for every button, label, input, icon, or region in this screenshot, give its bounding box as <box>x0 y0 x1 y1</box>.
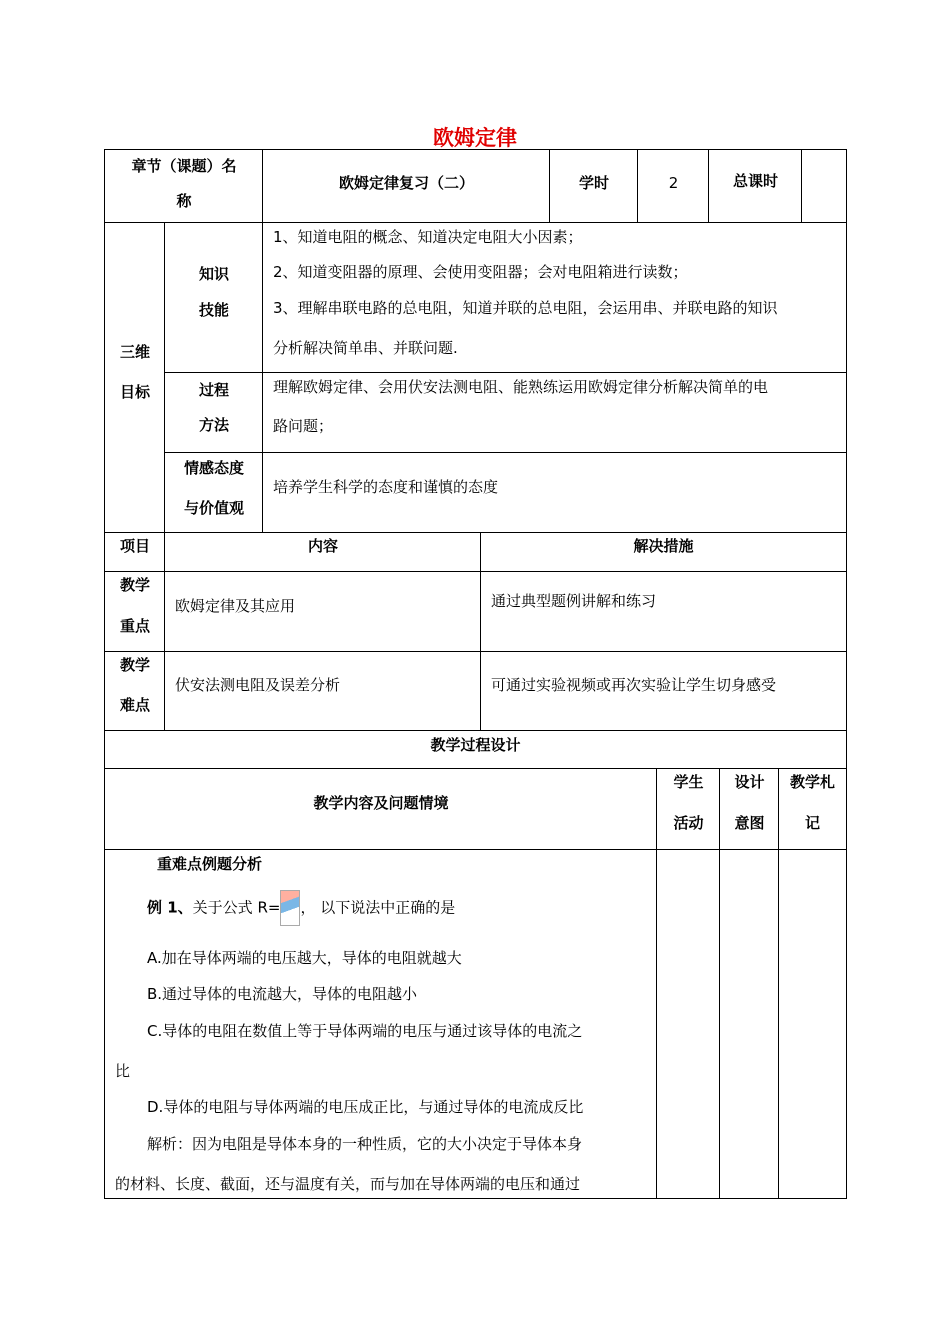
student-body-cell <box>657 850 720 1198</box>
option-c: C.导体的电阻在数值上等于导体两端的电压与通过该导体的电流之 <box>147 1022 583 1040</box>
knowledge-label-2: 技能 <box>198 301 229 319</box>
focus-content: 欧姆定律及其应用 <box>175 597 296 615</box>
option-c-2: 比 <box>115 1062 131 1080</box>
hours-label: 学时 <box>578 174 609 192</box>
difficulty-content: 伏安法测电阻及误差分析 <box>175 676 341 694</box>
knowledge-label-cell <box>165 223 263 373</box>
example-label: 例 1、 <box>147 898 193 917</box>
difficulty-solution: 可通过实验视频或再次实验让学生切身感受 <box>491 676 777 694</box>
knowledge-item: 2、知道变阻器的原理、会使用变阻器；会对电阻箱进行读数； <box>273 263 688 281</box>
emotion-label: 情感态度 <box>183 459 244 477</box>
process-label: 过程 <box>198 381 229 399</box>
example-text-pre: 关于公式 R= <box>192 898 281 917</box>
page-title: 欧姆定律 <box>433 126 517 150</box>
design-header-2: 意图 <box>734 814 765 832</box>
option-d: D.导体的电阻与导体两端的电压成正比，与通过导体的电流成反比 <box>147 1098 584 1116</box>
col-content-header: 内容 <box>307 537 338 555</box>
chapter-value: 欧姆定律复习（二） <box>338 174 474 192</box>
student-header: 学生 <box>673 773 704 791</box>
chapter-label-2: 称 <box>176 192 192 210</box>
objectives-label-2: 目标 <box>119 383 150 401</box>
objectives-group-cell <box>105 223 165 533</box>
knowledge-item: 分析解决简单串、并联问题. <box>273 339 458 357</box>
analysis-2: 的材料、长度、截面，还与温度有关，而与加在导体两端的电压和通过 <box>115 1175 581 1193</box>
total-value-cell <box>802 150 846 223</box>
col-solution-header: 解决措施 <box>633 537 694 555</box>
process-heading: 教学过程设计 <box>430 736 521 754</box>
design-header: 设计 <box>734 773 765 791</box>
process-content-header: 教学内容及问题情境 <box>313 794 449 812</box>
example-1 <box>147 890 455 926</box>
option-b: B.通过导体的电流越大，导体的电阻越小 <box>147 985 418 1003</box>
option-a: A.加在导体两端的电压越大，导体的电阻就越大 <box>147 949 462 967</box>
design-body-cell <box>720 850 779 1198</box>
hours-value: 2 <box>668 174 679 192</box>
focus-label: 教学 <box>119 576 150 594</box>
knowledge-item: 1、知道电阻的概念、知道决定电阻大小因素； <box>273 228 583 246</box>
process-text: 理解欧姆定律、会用伏安法测电阻、能熟练运用欧姆定律分析解决简单的电 <box>273 378 769 396</box>
process-label-2: 方法 <box>198 416 229 434</box>
objectives-label: 三维 <box>119 343 150 361</box>
chapter-label: 章节（课题）名 <box>131 157 237 175</box>
formula-image-icon <box>280 890 300 926</box>
section-heading: 重难点例题分析 <box>157 855 263 873</box>
notes-header-2: 记 <box>804 814 820 832</box>
lesson-plan-table <box>104 149 847 1199</box>
difficulty-label: 教学 <box>119 656 150 674</box>
total-label: 总课时 <box>732 172 778 190</box>
focus-label-2: 重点 <box>119 617 150 635</box>
col-item-header: 项目 <box>119 537 150 555</box>
focus-solution: 通过典型题例讲解和练习 <box>491 592 657 610</box>
difficulty-label-2: 难点 <box>119 696 150 714</box>
emotion-text: 培养学生科学的态度和谨慎的态度 <box>273 478 499 496</box>
emotion-label-2: 与价值观 <box>183 499 244 517</box>
focus-solution-cell <box>481 572 846 652</box>
knowledge-item: 3、理解串联电路的总电阻，知道并联的总电阻，会运用串、并联电路的知识 <box>273 299 778 317</box>
example-text-post: ， 以下说法中正确的是 <box>300 898 456 917</box>
student-header-2: 活动 <box>673 814 704 832</box>
knowledge-label: 知识 <box>198 265 229 283</box>
process-text-2: 路问题； <box>273 417 334 435</box>
analysis: 解析：因为电阻是导体本身的一种性质，它的大小决定于导体本身 <box>147 1135 583 1153</box>
notes-header: 教学札 <box>789 773 835 791</box>
